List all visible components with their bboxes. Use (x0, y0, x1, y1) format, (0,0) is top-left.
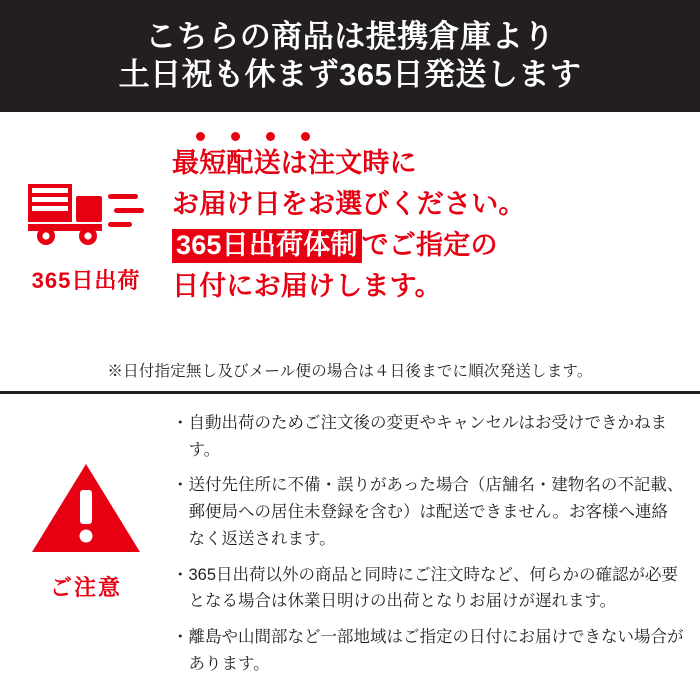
list-item-text: 365日出荷以外の商品と同時にご注文時など、何らかの確認が必要となる場合は休業日明けの出荷となりお届けが遅れます。 (188, 565, 679, 611)
warning-triangle-icon (30, 460, 142, 561)
list-item (172, 624, 684, 677)
shipping-message-line-3-suffix: でご指定の (361, 230, 498, 261)
shipping-message-line-1: 最短配送は注文時に (172, 148, 417, 178)
caution-section (0, 394, 700, 700)
list-item-text: 離島や山間部など一部地域はご指定の日付にお届けできない場合があります。 (188, 628, 684, 673)
shipping-message-line-3 (172, 225, 686, 266)
caution-label: ご注意 (49, 575, 122, 600)
shipping-section (0, 112, 700, 394)
list-item (172, 472, 684, 552)
list-item-text: 送付先住所に不備・誤りがあった場合（店舗名・建物名の不記載、郵便局への居住未登録を含む）は配送できません。お客様へ連絡なく返送されます。 (188, 476, 684, 548)
list-item (172, 410, 684, 463)
caution-column (0, 408, 172, 602)
shipping-message-line-2: お届け日をお選びください。 (172, 189, 526, 220)
delivery-truck-icon (24, 170, 148, 256)
truck-column (0, 118, 172, 295)
dot-icon (196, 132, 205, 141)
bullet-mark-icon: ・ (172, 476, 189, 495)
bullet-mark-icon: ・ (172, 565, 189, 584)
bullet-mark-icon: ・ (172, 628, 189, 647)
shipping-main-row (0, 118, 700, 353)
dot-icon (266, 132, 275, 141)
list-item-text: 自動出荷のためご注文後の変更やキャンセルはお受けできかねます。 (188, 414, 667, 459)
header-line-1: こちらの商品は提携倉庫より (145, 19, 555, 55)
decorative-dots (172, 132, 686, 141)
caution-bullet-list (172, 408, 700, 686)
dot-icon (231, 132, 240, 141)
shipping-message-line-4: 日付にお届けします。 (172, 271, 442, 302)
shipping-message-column (172, 118, 700, 307)
highlight-365-shipping: 365日出荷体制 (172, 229, 362, 263)
banner-header (0, 0, 700, 112)
truck-label: 365日出荷 (31, 268, 141, 293)
dot-icon (301, 132, 310, 141)
shipping-note: ※日付指定無し及びメール便の場合は４日後までに順次発送します。 (107, 363, 593, 380)
bullet-mark-icon: ・ (172, 414, 189, 432)
list-item (172, 562, 684, 615)
header-line-2: 土日祝も休まず365日発送します (118, 57, 582, 92)
